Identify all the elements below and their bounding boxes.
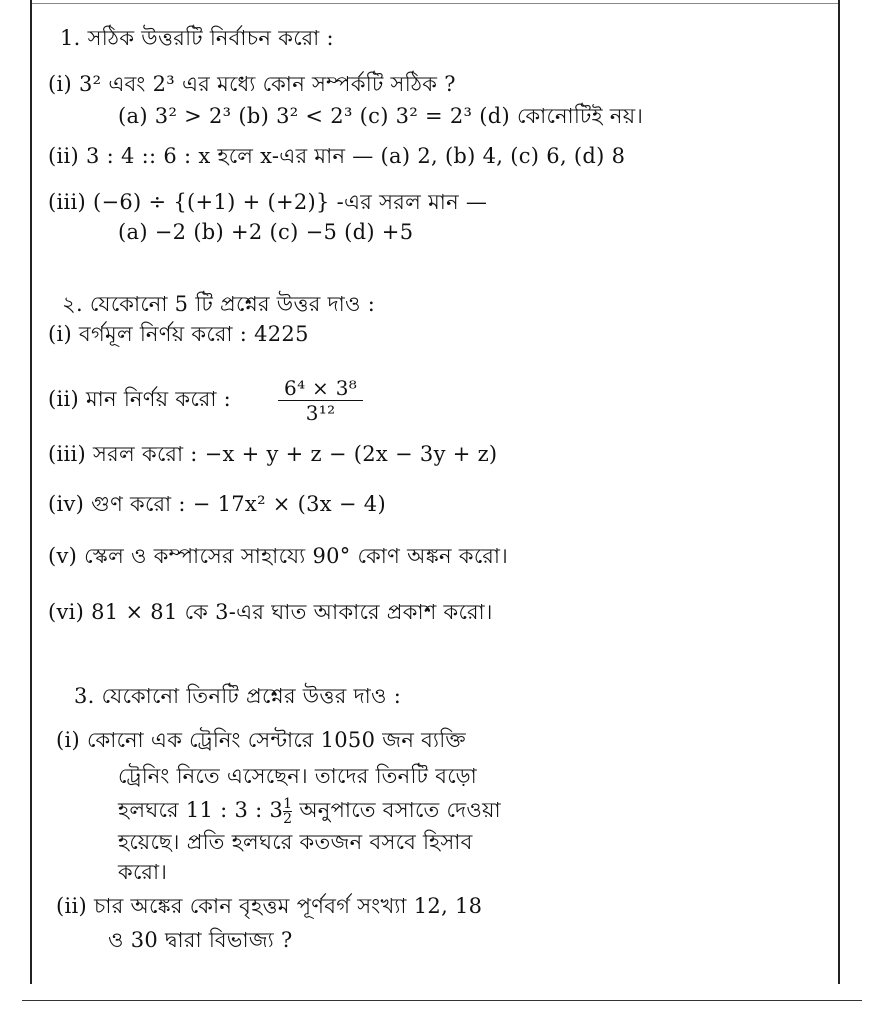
q2-ii-label: (ii) মান নির্ণয় করো : [48, 387, 232, 411]
q3-i-line5: করো। [118, 860, 168, 884]
q1-ii-question: (ii) 3 : 4 :: 6 : x হলে x-এর মান — (a) 2, (b) 4, (c) 6, (d) 8 [48, 144, 626, 168]
q3-i-line3-end: অনুপাতে বসাতে দেওয়া [292, 798, 501, 822]
q2-heading: ২. যেকোনো 5 টি প্রশ্নের উত্তর দাও : [62, 292, 376, 316]
q3-heading: 3. যেকোনো তিনটি প্রশ্নের উত্তর দাও : [74, 684, 402, 708]
q3-i-line3 [118, 794, 501, 829]
q2-ii-numerator: 6⁴ × 3⁸ [278, 376, 363, 401]
q3-i-line3-start: হলঘরে 11 : 3 : 3 [118, 798, 284, 822]
q2-ii [48, 376, 363, 425]
q3-i-mixed-numerator: 1 [283, 796, 293, 812]
q2-iv: (iv) গুণ করো : − 17x² × (3x − 4) [48, 492, 386, 516]
q1-iii-options: (a) −2 (b) +2 (c) −5 (d) +5 [118, 220, 414, 244]
q3-i-mixed-denominator: 2 [283, 811, 293, 827]
q2-ii-fraction [278, 376, 363, 425]
q3-i-mixed-fraction [283, 797, 292, 826]
q2-v: (v) স্কেল ও কম্পাসের সাহায্যে 90° কোণ অঙ্কন করো। [48, 544, 509, 568]
q2-ii-denominator: 3¹² [305, 401, 336, 425]
q3-i-line2: ট্রেনিং নিতে এসেছেন। তাদের তিনটি বড়ো [118, 764, 478, 788]
q1-heading: 1. সঠিক উত্তরটি নির্বাচন করো : [60, 26, 334, 50]
q2-vi: (vi) 81 × 81 কে 3-এর ঘাত আকারে প্রকাশ করো। [48, 600, 493, 624]
q2-iii: (iii) সরল করো : −x + y + z − (2x − 3y + z) [48, 442, 498, 466]
q3-ii-line2: ও 30 দ্বারা বিভাজ্য ? [108, 928, 293, 952]
q1-iii-question: (iii) (−6) ÷ {(+1) + (+2)} -এর সরল মান — [48, 190, 488, 214]
q3-ii-line1: (ii) চার অঙ্কের কোন বৃহত্তম পূর্ণবর্গ সংখ্যা 12, 18 [56, 894, 483, 918]
q1-i-options: (a) 3² > 2³ (b) 3² < 2³ (c) 3² = 2³ (d) কোনোটিই নয়। [118, 104, 644, 128]
bottom-rule [22, 1000, 862, 1001]
q1-i-question: (i) 3² এবং 2³ এর মধ্যে কোন সম্পর্কটি সঠিক ? [48, 72, 456, 96]
q3-i-line4: হয়েছে। প্রতি হলঘরে কতজন বসবে হিসাব [118, 830, 473, 854]
q3-i-line1: (i) কোনো এক ট্রেনিং সেন্টারে 1050 জন ব্যক্তি [56, 728, 466, 752]
q2-i: (i) বর্গমূল নির্ণয় করো : 4225 [48, 322, 309, 346]
